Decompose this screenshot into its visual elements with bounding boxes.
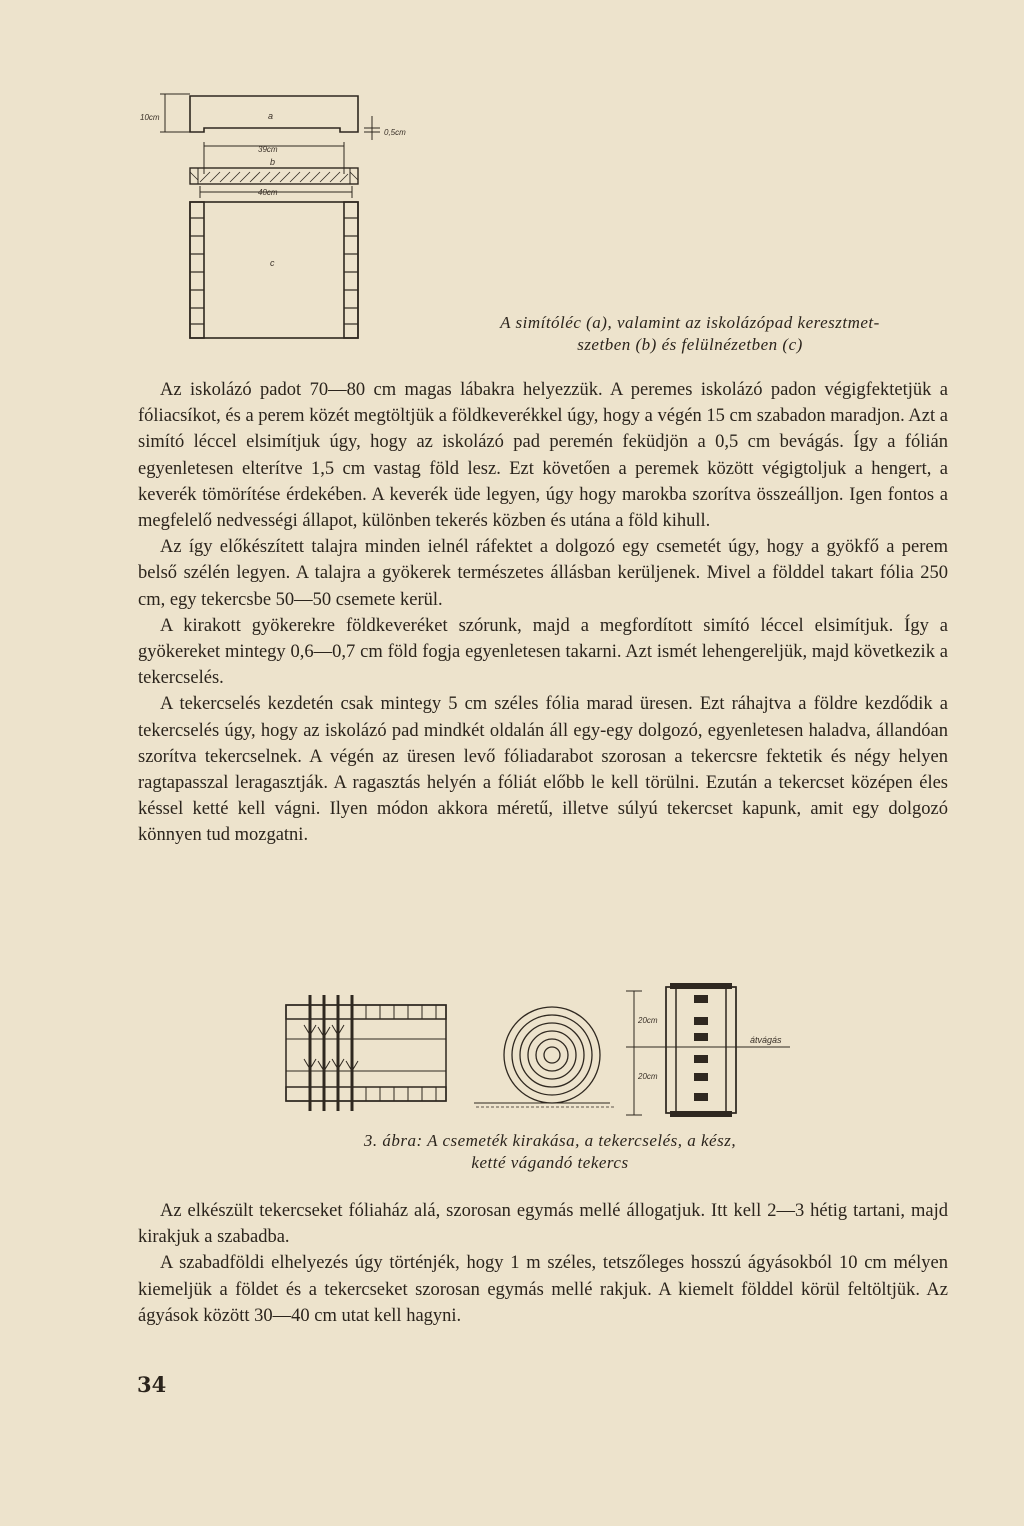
label-40cm: 40cm xyxy=(258,188,278,197)
figure-caption-bottom xyxy=(270,1130,830,1174)
body-text-1 xyxy=(138,377,948,849)
label-05cm: 0,5cm xyxy=(384,128,406,137)
paragraph: A szabadföldi elhelyezés úgy történjék, hogy 1 m széles, tetszőleges hosszú ágyásokból 10 cm mélyen kiemeljük a földet és a tekercseket szorosan egymás mellé rakjuk. A kiemelt földdel körül feltöltjük. Az ágyások között 30—40 cm utat kell hagyni. xyxy=(138,1253,948,1326)
label-20cm-bottom: 20cm xyxy=(638,1072,658,1081)
paragraph: Az így előkészített talajra minden ielnél ráfektet a dolgozó egy csemetét úgy, hogy a gyökfő a perem belső szélén legyen. A talajra a gyökerek természetes állásban kerüljenek. Mivel a földdel takart fólia 250 cm, egy tekercsbe 50—50 csemete kerül. xyxy=(138,537,948,610)
label-20cm-top: 20cm xyxy=(638,1016,658,1025)
figure-seedling-roll xyxy=(280,975,820,1125)
label-cut: átvágás xyxy=(750,1035,782,1045)
caption-line: 3. ábra: A csemeték kirakása, a tekercselés, a kész, xyxy=(363,1131,737,1150)
paragraph: A kirakott gyökerekre földkeveréket szórunk, majd a megfordított simító léccel elsimítjuk. Így a gyökereket mintegy 0,6—0,7 cm föld fogja egyenletesen takarni. Azt ismét lehengereljük, majd következik a tekercselés. xyxy=(138,615,948,689)
caption-line: A simítóléc (a), valamint az iskolázópad keresztmet- xyxy=(500,313,880,332)
caption-line: szetben (b) és felülnézetben (c) xyxy=(577,335,803,354)
body-text-2 xyxy=(138,1198,948,1329)
figure-caption-top xyxy=(420,312,960,356)
label-10cm: 10cm xyxy=(140,113,160,122)
label-c: c xyxy=(270,258,275,268)
paragraph: Az elkészült tekercseket fóliaház alá, szorosan egymás mellé állogatjuk. Itt kell 2—3 hétig tartani, majd kirakjuk a szabadba. xyxy=(138,1201,948,1248)
paragraph: A tekercselés kezdetén csak mintegy 5 cm széles fólia marad üresen. Ezt ráhajtva a földre kezdődik a tekercselés úgy, hogy az iskolázó pad mindkét oldalán áll egy-egy dolgozó, egyenletesen haladva, állandóan szorítva tekercselnek. A végén az üresen levő fóliadarabot szorosan a tekercsre fektetik és négy helyen ragtapasszal leragasztják. A ragasztás helyén a fóliát előbb le kell törülni. Ezután a tekercset középen éles késsel ketté kell vágni. Ilyen módon akkora méretű, illetve súlyú tekercset kapunk, amit egy dolgozó könnyen tud mozgatni. xyxy=(138,694,948,846)
label-39cm: 39cm xyxy=(258,145,278,154)
figure-smoothing-board-and-bench xyxy=(138,86,438,356)
caption-line: ketté vágandó tekercs xyxy=(471,1153,629,1172)
label-b: b xyxy=(270,157,276,167)
page-number: 34 xyxy=(137,1372,167,1397)
paragraph: Az iskolázó padot 70—80 cm magas lábakra helyezzük. A peremes iskolázó padon végigfektetjük a fóliacsíkot, és a perem közét megtöltjük a földkeverékkel úgy, hogy a végén 15 cm szabadon maradjon. Azt a simító léccel elsimítjuk úgy, hogy az iskolázó pad peremén feküdjön a 0,5 cm bevágás. Így a fólián egyenletesen elterítve 1,5 cm vastag föld lesz. Ezt követően a peremek között végigtoljuk a hengert, a keverék tömörítése érdekében. A keverék üde legyen, úgy hogy marokba szorítva összeálljon. Igen fontos a megfelelő nedvességi állapot, különben tekerés közben és utána a föld kihull. xyxy=(138,380,948,532)
label-a: a xyxy=(268,111,274,121)
